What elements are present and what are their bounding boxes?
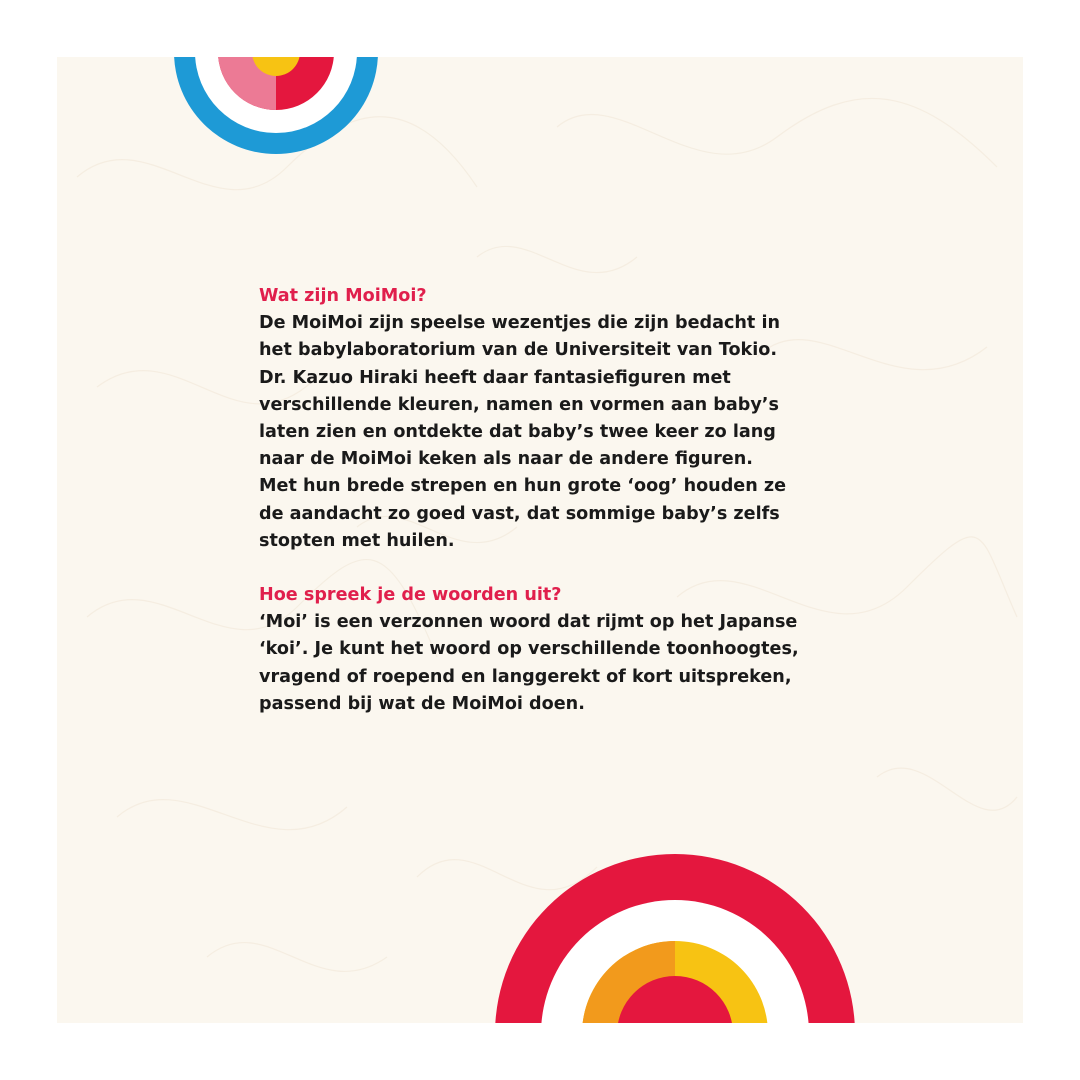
paragraph-line: ‘Moi’ is een verzonnen woord dat rijmt op het Japanse bbox=[259, 612, 798, 633]
book-page bbox=[57, 57, 1023, 1023]
text-content bbox=[259, 283, 859, 718]
section-what-are-moimoi bbox=[259, 283, 859, 555]
paragraph-line: het babylaboratorium van de Universiteit van Tokio. bbox=[259, 340, 778, 361]
section-heading: Hoe spreek je de woorden uit? bbox=[259, 585, 562, 606]
paragraph-line: Dr. Kazuo Hiraki heeft daar fantasiefiguren met bbox=[259, 367, 731, 388]
paragraph-line: passend bij wat de MoiMoi doen. bbox=[259, 693, 585, 714]
section-spacer bbox=[259, 555, 859, 582]
section-paragraph bbox=[259, 310, 859, 555]
paragraph-line: laten zien en ontdekte dat baby’s twee keer zo lang bbox=[259, 422, 776, 443]
paragraph-line: vragend of roepend en langgerekt of kort uitspreken, bbox=[259, 666, 792, 687]
bottom-ring-illustration bbox=[495, 854, 855, 1023]
top-ring-illustration bbox=[174, 57, 378, 154]
paragraph-line: verschillende kleuren, namen en vormen aan baby’s bbox=[259, 394, 779, 415]
paragraph-line: stopten met huilen. bbox=[259, 530, 455, 551]
paragraph-line: De MoiMoi zijn speelse wezentjes die zijn bedacht in bbox=[259, 313, 781, 334]
section-paragraph bbox=[259, 609, 859, 718]
section-pronunciation bbox=[259, 582, 859, 718]
paragraph-line: de aandacht zo goed vast, dat sommige baby’s zelfs bbox=[259, 503, 780, 524]
paragraph-line: Met hun brede strepen en hun grote ‘oog’ houden ze bbox=[259, 476, 787, 497]
paragraph-line: ‘koi’. Je kunt het woord op verschillende toonhoogtes, bbox=[259, 639, 799, 660]
section-heading: Wat zijn MoiMoi? bbox=[259, 286, 427, 306]
paragraph-line: naar de MoiMoi keken als naar de andere figuren. bbox=[259, 449, 753, 470]
